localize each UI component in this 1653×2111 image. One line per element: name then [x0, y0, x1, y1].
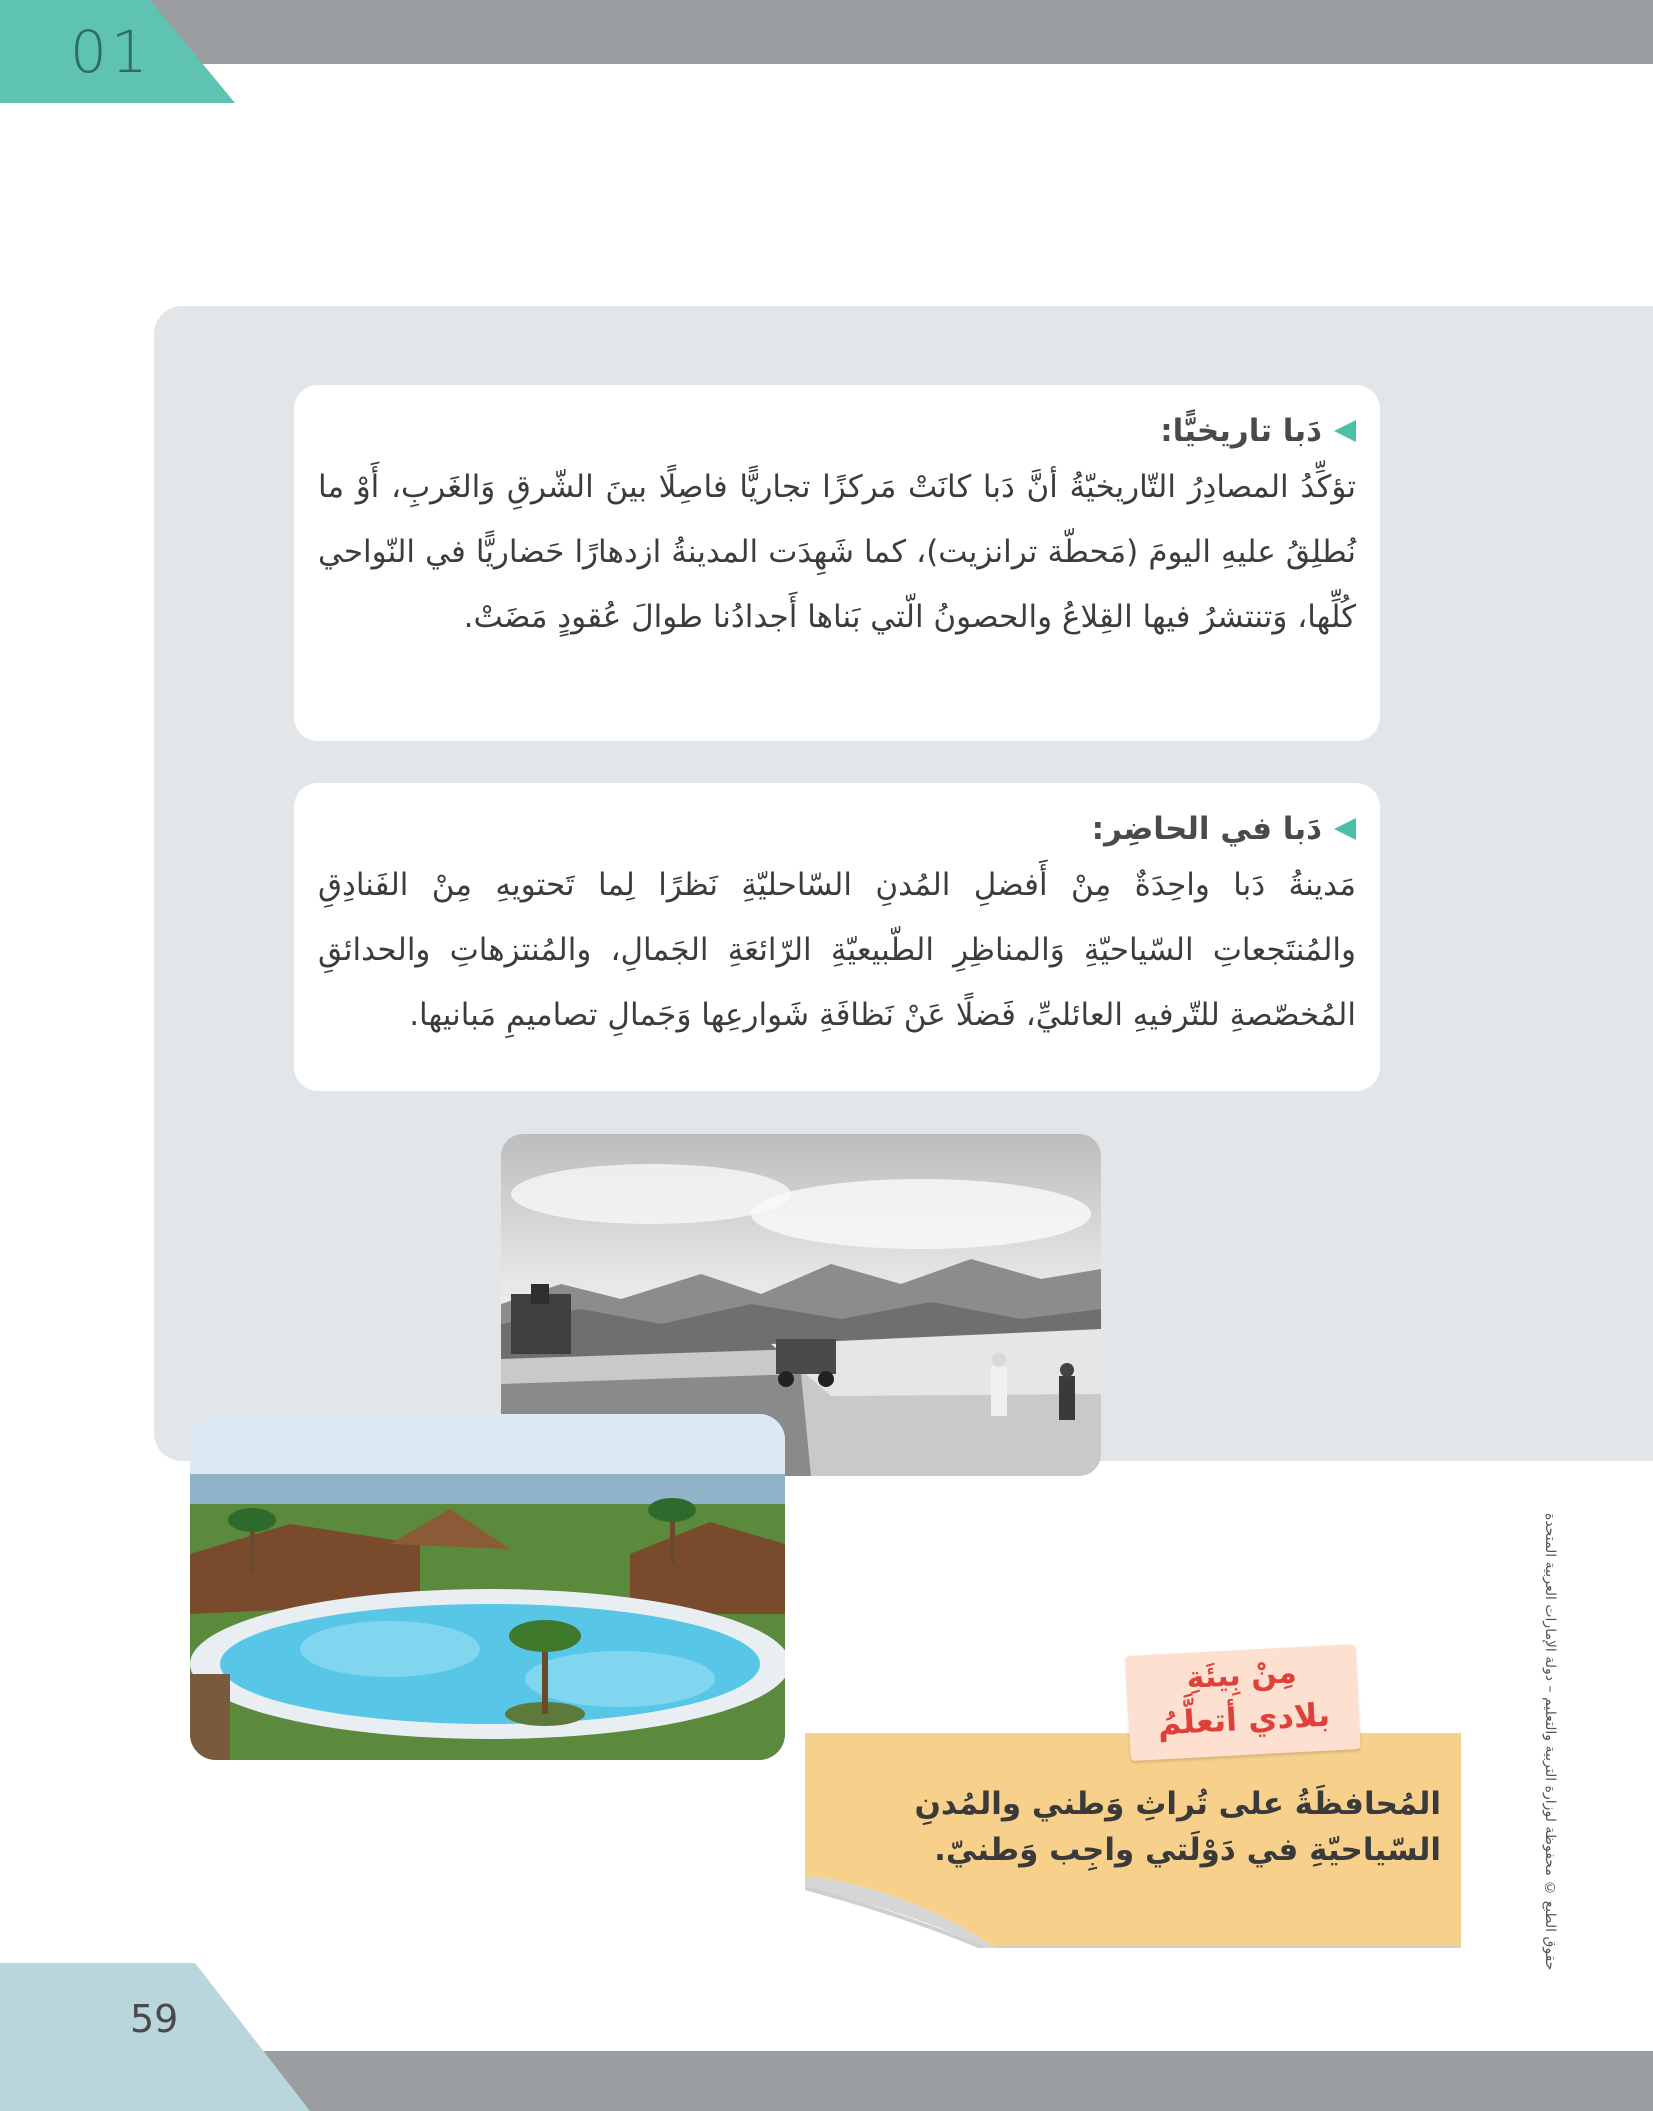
resort-photo — [190, 1414, 785, 1760]
learn-tag-line2: بلادي أتعلَّمُ — [1156, 1695, 1331, 1743]
section-body: تؤكِّدُ المصادِرُ التّاريخيّةُ أنَّ دَبا كانَتْ مَركزًا تجاريًّا فاصِلًا بينَ الشّرقِ وَالغَربِ، أَوْ ما نُطلِقُ عليهِ اليومَ (مَحطّة ترانزيت)، كما شَهِدَت المدينةُ ازدهارًا حَضاريًّا في النّواحي كُلِّها، وَتنتشرُ فيها القِلاعُ والحصونُ الّتي بَناها أَجدادُنا طوالَ عُقودٍ مَضَتْ. — [318, 469, 1356, 635]
section-title — [318, 413, 1356, 449]
copyright-notice: حقوق الطبع © محفوظة لوزارة التربية والتعليم – دولة الإمارات العربية المتحدة — [1542, 1512, 1558, 1970]
learn-tag — [1125, 1644, 1360, 1761]
section-history-card — [294, 385, 1380, 741]
top-bar — [0, 0, 1653, 64]
triangle-bullet-icon — [1334, 818, 1356, 840]
triangle-bullet-icon — [1334, 420, 1356, 442]
section-title-text: دَبا تاريخيًّا: — [1160, 413, 1322, 449]
learn-tag-line1: مِنْ بِيئَةِ — [1185, 1655, 1298, 1696]
chapter-number: 01 — [70, 18, 152, 86]
section-title — [318, 811, 1356, 847]
page-number: 59 — [130, 1997, 179, 2041]
learn-note — [805, 1728, 1461, 1948]
section-body: مَدينةُ دَبا واحِدَةٌ مِنْ أَفضلِ المُدنِ السّاحليّةِ نَظرًا لِما تَحتويهِ مِنْ الفَنادِقِ والمُنتَجعاتِ السّياحيّةِ وَالمناظِرِ الطّبيعيّةِ الرّائعَةِ الجَمالِ، والمُنتزهاتِ والحدائقِ المُخصّصةِ للتّرفيهِ العائليِّ، فَضلًا عَنْ نَظافَةِ شَوارعِها وَجَمالِ تصاميمِ مَبانيها. — [318, 867, 1356, 1033]
learn-note-text: المُحافظَةُ على تُراثِ وَطني والمُدنِ السّياحيّةِ في دَوْلَتي واجِب وَطنيّ. — [914, 1786, 1441, 1868]
section-present-card — [294, 783, 1380, 1091]
section-title-text: دَبا في الحاضِر: — [1091, 811, 1322, 847]
